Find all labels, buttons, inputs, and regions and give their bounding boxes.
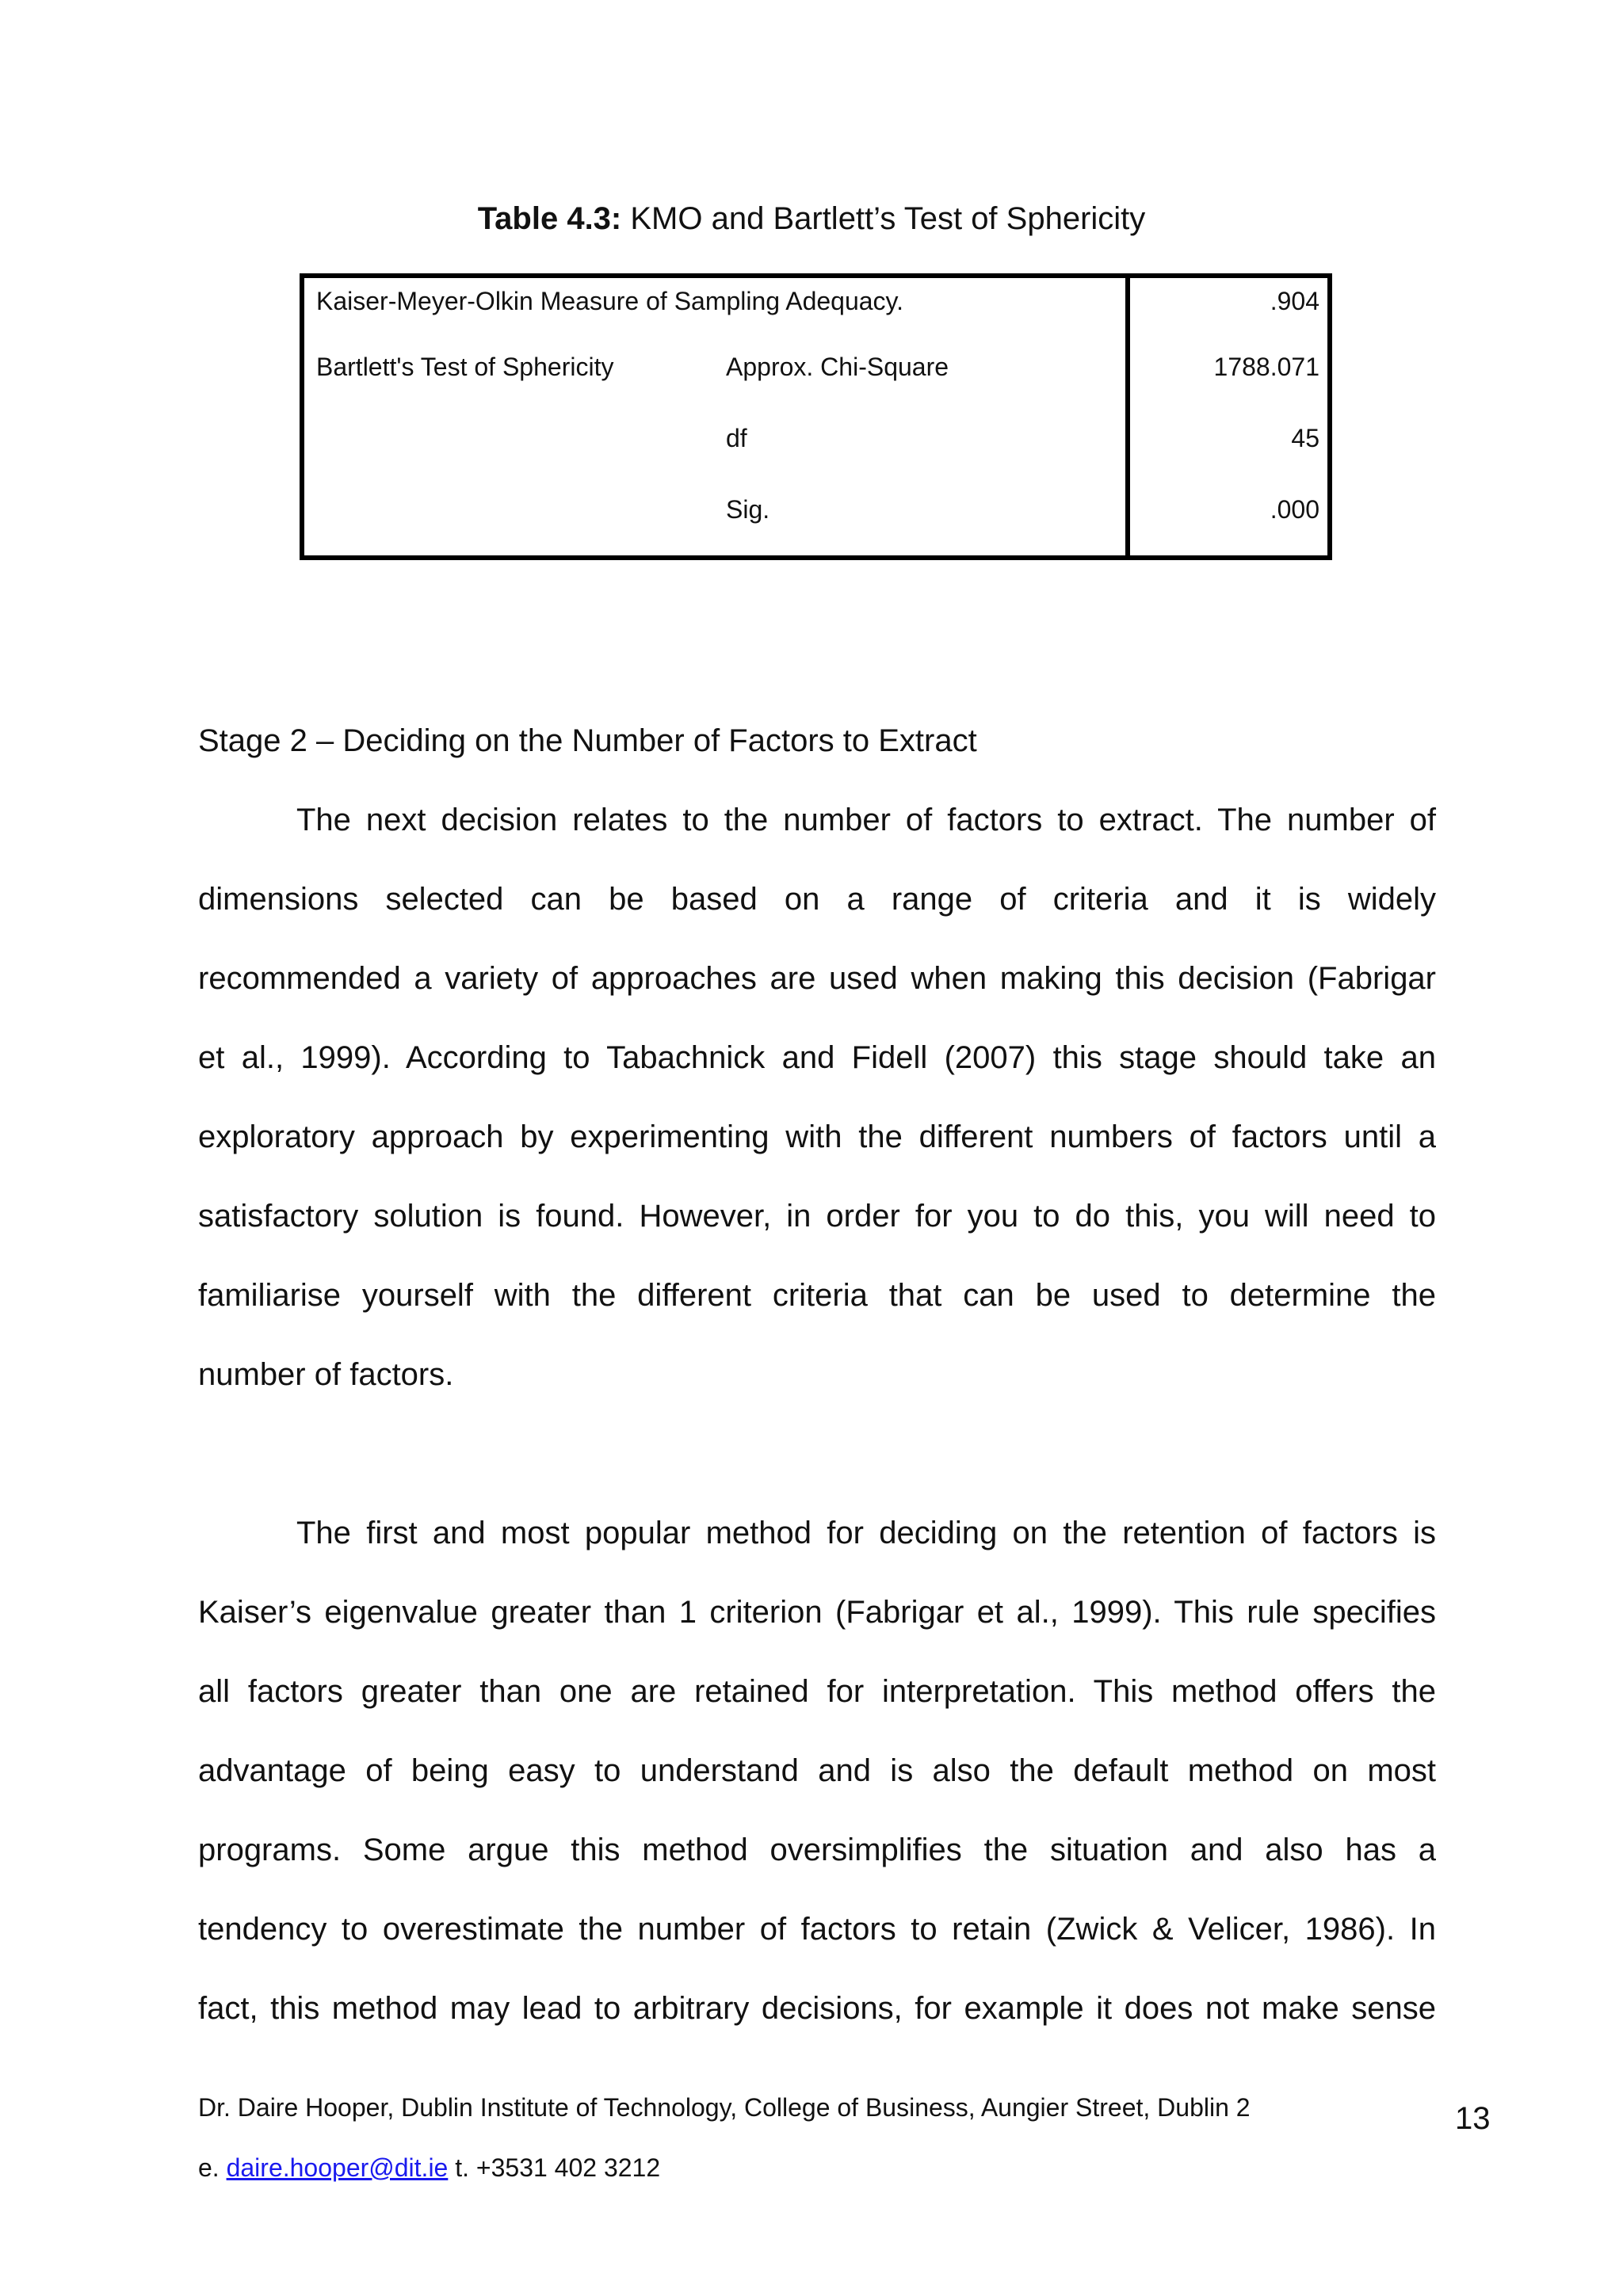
paragraph-line: familiarise yourself with the different criteria that can be used to determine the [198, 1278, 1436, 1313]
table-cell-statistic: df [726, 424, 747, 452]
paragraph-line: all factors greater than one are retained for interpretation. This method offers the [198, 1674, 1436, 1709]
footer-affiliation: Dr. Daire Hooper, Dublin Institute of Technology, College of Business, Aungier Street, Dublin 2 [198, 2093, 1251, 2122]
footer-email-link[interactable]: daire.hooper@dit.ie [226, 2153, 449, 2182]
paragraph-line: programs. Some argue this method oversimplifies the situation and also has a [198, 1833, 1436, 1867]
paragraph-line: exploratory approach by experimenting with the different numbers of factors until a [198, 1119, 1436, 1154]
table-cell-value: 45 [1291, 424, 1319, 452]
footer-phone: t. +3531 402 3212 [448, 2153, 661, 2182]
paragraph-line: tendency to overestimate the number of factors to retain (Zwick & Velicer, 1986). In [198, 1912, 1436, 1947]
table-cell-measure: Kaiser-Meyer-Olkin Measure of Sampling Adequacy. [316, 287, 904, 315]
table-cell-measure: Bartlett's Test of Sphericity [316, 353, 614, 381]
paragraph-line: et al., 1999). According to Tabachnick and Fidell (2007) this stage should take an [198, 1040, 1436, 1075]
table-cell-value: 1788.071 [1213, 353, 1319, 381]
section-heading: Stage 2 – Deciding on the Number of Factors to Extract [198, 723, 977, 758]
paragraph-line: fact, this method may lead to arbitrary decisions, for example it does not make sense [198, 1991, 1436, 2026]
table-cell-value: .904 [1270, 287, 1319, 315]
paragraph-line: Kaiser’s eigenvalue greater than 1 criterion (Fabrigar et al., 1999). This rule specifies [198, 1595, 1436, 1630]
table-column-divider [1125, 278, 1130, 555]
table-cell-value: .000 [1270, 495, 1319, 524]
paragraph-line: satisfactory solution is found. However, in order for you to do this, you will need to [198, 1199, 1436, 1234]
paragraph-line: dimensions selected can be based on a range of criteria and it is widely [198, 882, 1436, 917]
kmo-bartlett-table [300, 273, 1332, 560]
footer-email-prefix: e. [198, 2153, 227, 2182]
paragraph-line: recommended a variety of approaches are used when making this decision (Fabrigar [198, 961, 1436, 996]
table-caption-label: Table 4.3: [477, 201, 622, 236]
table-caption [0, 195, 1623, 242]
footer-contact [198, 2150, 660, 2185]
table-cell-statistic: Approx. Chi-Square [726, 353, 949, 381]
paragraph-line: The next decision relates to the number of factors to extract. The number of [296, 803, 1436, 837]
paragraph-line: advantage of being easy to understand and is also the default method on most [198, 1753, 1436, 1788]
paragraph-line: The first and most popular method for deciding on the retention of factors is [296, 1516, 1436, 1550]
table-cell-statistic: Sig. [726, 495, 770, 524]
paragraph-line: number of factors. [198, 1357, 454, 1392]
table-caption-title: KMO and Bartlett’s Test of Sphericity [621, 201, 1146, 236]
page-number: 13 [1455, 2101, 1491, 2136]
